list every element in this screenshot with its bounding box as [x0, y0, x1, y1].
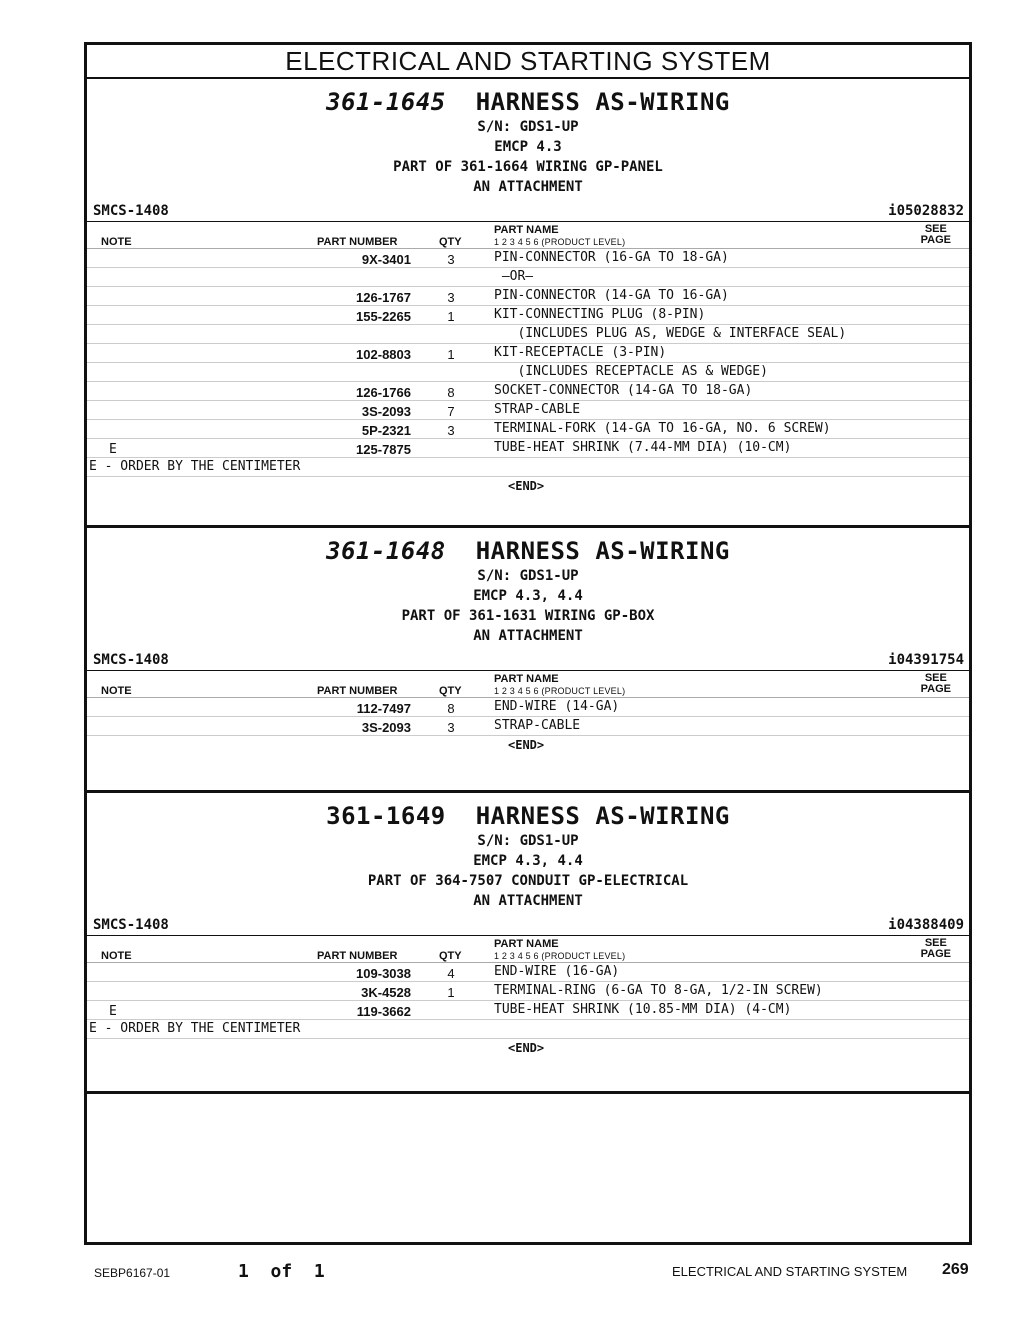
- section-title: [87, 536, 969, 566]
- table-row: [87, 268, 969, 287]
- row-part-name: TERMINAL-FORK (14-GA TO 16-GA, NO. 6 SCREW): [494, 421, 831, 436]
- row-part-number: 155-2265: [356, 309, 411, 324]
- row-part-number: 119-3662: [356, 1004, 411, 1019]
- table-row: [87, 287, 969, 306]
- footer-system-name: ELECTRICAL AND STARTING SYSTEM: [672, 1264, 908, 1279]
- row-part-name: TUBE-HEAT SHRINK (7.44-MM DIA) (10-CM): [494, 440, 792, 455]
- section-subtitle: EMCP 4.3, 4.4: [473, 588, 583, 604]
- footnote: [87, 458, 969, 477]
- col-part-number: PART NUMBER: [317, 685, 398, 697]
- col-see: SEE: [924, 937, 947, 949]
- col-see: SEE: [924, 223, 947, 235]
- table-row: [87, 1001, 969, 1020]
- blank-area: [87, 1094, 969, 1242]
- smcs-code: SMCS-1408: [93, 917, 169, 933]
- end-marker: [87, 477, 969, 495]
- row-part-name: SOCKET-CONNECTOR (14-GA TO 18-GA): [494, 383, 753, 398]
- footnote-text: E - ORDER BY THE CENTIMETER: [89, 459, 301, 474]
- table-row: [87, 306, 969, 325]
- footnote-text: E - ORDER BY THE CENTIMETER: [89, 1021, 301, 1036]
- table-row: [87, 382, 969, 401]
- column-headers: [87, 671, 969, 698]
- row-qty: 3: [447, 290, 455, 305]
- section-subtitle: AN ATTACHMENT: [473, 179, 583, 195]
- col-page: PAGE: [920, 948, 951, 960]
- page-footer: [0, 1258, 1020, 1288]
- row-part-name: TERMINAL-RING (6-GA TO 8-GA, 1/2-IN SCREW): [494, 983, 823, 998]
- col-part-name: PART NAME: [494, 224, 559, 236]
- smcs-row: [87, 203, 969, 222]
- section-header: [87, 79, 969, 197]
- row-part-number: 9X-3401: [361, 252, 411, 267]
- col-product-level: 1 2 3 4 5 6 (PRODUCT LEVEL): [494, 686, 626, 696]
- row-part-number: 126-1767: [356, 290, 411, 305]
- row-part-number: 3S-2093: [361, 720, 411, 735]
- page-of: 1 of 1: [238, 1261, 325, 1282]
- row-part-name: KIT-RECEPTACLE (3-PIN): [494, 345, 667, 360]
- col-note: NOTE: [101, 685, 132, 697]
- section-subtitle: S/N: GDS1-UP: [477, 833, 579, 849]
- reference-id: i04388409: [888, 917, 964, 933]
- row-part-number: 5P-2321: [361, 423, 411, 438]
- table-row: [87, 439, 969, 458]
- section-361-1645: [87, 79, 969, 495]
- section-subtitle: S/N: GDS1-UP: [477, 568, 579, 584]
- section-subtitle: PART OF 361-1631 WIRING GP-BOX: [401, 608, 655, 624]
- col-note: NOTE: [101, 236, 132, 248]
- table-row: [87, 363, 969, 382]
- col-see-page: [921, 938, 951, 960]
- section-header: [87, 528, 969, 646]
- row-part-number: 3K-4528: [361, 985, 411, 1000]
- section-subtitle: AN ATTACHMENT: [473, 628, 583, 644]
- col-qty: QTY: [439, 236, 462, 248]
- row-part-name: END-WIRE (16-GA): [494, 964, 620, 979]
- section-subtitle: PART OF 361-1664 WIRING GP-PANEL: [393, 159, 663, 175]
- section-361-1649: [87, 793, 969, 1057]
- section-subtitle: S/N: GDS1-UP: [477, 119, 579, 135]
- col-product-level: 1 2 3 4 5 6 (PRODUCT LEVEL): [494, 951, 626, 961]
- row-qty: 4: [447, 966, 455, 981]
- doc-number: SEBP6167-01: [94, 1266, 171, 1280]
- page-number: 269: [942, 1261, 969, 1278]
- section-title-text: HARNESS AS-WIRING: [475, 88, 730, 116]
- col-qty: QTY: [439, 950, 462, 962]
- row-qty: 1: [447, 985, 455, 1000]
- row-qty: 1: [447, 309, 455, 324]
- col-note: NOTE: [101, 950, 132, 962]
- reference-id: i04391754: [888, 652, 964, 668]
- row-qty: 3: [447, 252, 455, 267]
- reference-id: i05028832: [888, 203, 964, 219]
- col-see-page: [921, 224, 951, 246]
- end-text: <END>: [508, 479, 545, 493]
- section-header: [87, 793, 969, 911]
- section-subtitle: EMCP 4.3: [494, 139, 562, 155]
- column-headers: [87, 936, 969, 963]
- row-part-name: END-WIRE (14-GA): [494, 699, 620, 714]
- col-part-number: PART NUMBER: [317, 950, 398, 962]
- table-row: [87, 344, 969, 363]
- row-part-number: 102-8803: [356, 347, 411, 362]
- section-title: [87, 801, 969, 831]
- row-note: E: [109, 1004, 117, 1019]
- table-row: [87, 963, 969, 982]
- section-subtitle: EMCP 4.3, 4.4: [473, 853, 583, 869]
- table-row: [87, 698, 969, 717]
- col-see: SEE: [924, 672, 947, 684]
- col-part-name: PART NAME: [494, 673, 559, 685]
- col-part-number: PART NUMBER: [317, 236, 398, 248]
- col-page: PAGE: [920, 683, 951, 695]
- section-subtitle: AN ATTACHMENT: [473, 893, 583, 909]
- smcs-code: SMCS-1408: [93, 203, 169, 219]
- section-title-text: HARNESS AS-WIRING: [475, 537, 730, 565]
- part-number-heading: 361-1649: [326, 802, 446, 830]
- row-part-name: STRAP-CABLE: [494, 718, 581, 733]
- row-qty: 1: [447, 347, 455, 362]
- end-marker: [87, 1039, 969, 1057]
- part-number-heading: 361-1645: [326, 88, 446, 116]
- table-row: [87, 249, 969, 268]
- col-part-name: PART NAME: [494, 938, 559, 950]
- smcs-row: [87, 917, 969, 936]
- end-text: <END>: [508, 1041, 545, 1055]
- table-row: [87, 420, 969, 439]
- col-qty: QTY: [439, 685, 462, 697]
- row-part-name: PIN-CONNECTOR (14-GA TO 16-GA): [494, 288, 729, 303]
- section-subtitle: PART OF 364-7507 CONDUIT GP-ELECTRICAL: [367, 873, 689, 889]
- row-part-number: 112-7497: [356, 701, 411, 716]
- page-title: ELECTRICAL AND STARTING SYSTEM: [87, 45, 969, 79]
- row-qty: 3: [447, 423, 455, 438]
- row-qty: 8: [447, 385, 455, 400]
- section-title-text: HARNESS AS-WIRING: [475, 802, 730, 830]
- footnote: [87, 1020, 969, 1039]
- section-361-1648: [87, 528, 969, 754]
- column-headers: [87, 222, 969, 249]
- part-number-heading: 361-1648: [326, 537, 446, 565]
- row-part-name: KIT-CONNECTING PLUG (8-PIN): [494, 307, 706, 322]
- table-row: [87, 982, 969, 1001]
- smcs-row: [87, 652, 969, 671]
- row-part-name: (INCLUDES PLUG AS, WEDGE & INTERFACE SEAL): [494, 326, 847, 341]
- row-part-name: —OR—: [494, 269, 534, 284]
- row-part-name: TUBE-HEAT SHRINK (10.85-MM DIA) (4-CM): [494, 1002, 792, 1017]
- row-qty: 7: [447, 404, 455, 419]
- row-part-number: 126-1766: [356, 385, 411, 400]
- row-part-name: PIN-CONNECTOR (16-GA TO 18-GA): [494, 250, 729, 265]
- row-part-number: 125-7875: [356, 442, 411, 457]
- section-title: [87, 87, 969, 117]
- row-qty: 3: [447, 720, 455, 735]
- row-qty: 8: [447, 701, 455, 716]
- row-part-name: STRAP-CABLE: [494, 402, 581, 417]
- row-part-number: 3S-2093: [361, 404, 411, 419]
- col-see-page: [921, 673, 951, 695]
- row-part-number: 109-3038: [356, 966, 411, 981]
- smcs-code: SMCS-1408: [93, 652, 169, 668]
- table-row: [87, 717, 969, 736]
- row-part-name: (INCLUDES RECEPTACLE AS & WEDGE): [494, 364, 768, 379]
- end-marker: [87, 736, 969, 754]
- col-product-level: 1 2 3 4 5 6 (PRODUCT LEVEL): [494, 237, 626, 247]
- col-page: PAGE: [920, 234, 951, 246]
- table-row: [87, 325, 969, 344]
- row-note: E: [109, 442, 117, 457]
- table-row: [87, 401, 969, 420]
- end-text: <END>: [508, 738, 545, 752]
- parts-page-frame: [84, 42, 972, 1245]
